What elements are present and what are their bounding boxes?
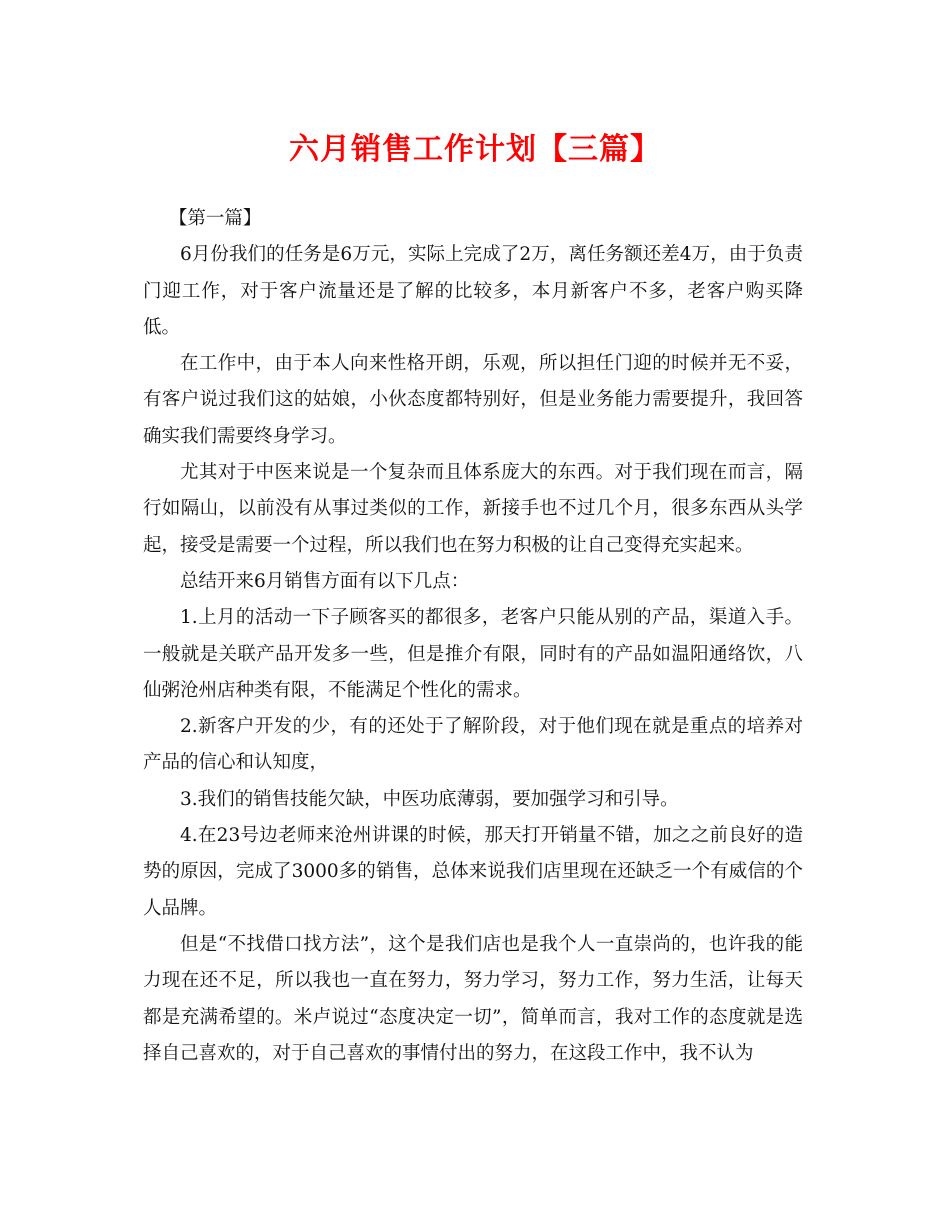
paragraph: 总结开来6月销售方面有以下几点：	[180, 570, 470, 592]
section-heading: 【第一篇】	[168, 208, 262, 229]
list-item-paragraph: 2.新客户开发的少，有的还处于了解阶段，对于他们现在就是重点的培养对产品的信心和认知度，	[143, 716, 803, 774]
list-item-paragraph: 4.在23号边老师来沧州讲课的时候，那天打开销量不错，加之之前良好的造势的原因，完成了3000多的销售，总体来说我们店里现在还缺乏一个有威信的个人品牌。	[143, 825, 803, 919]
document-title: 六月销售工作计划【三篇】	[289, 132, 661, 167]
paragraph: 在工作中，由于本人向来性格开朗，乐观，所以担任门迎的时候并无不妥，有客户说过我们这的姑娘，小伙态度都特别好，但是业务能力需要提升，我回答确实我们需要终身学习。	[143, 353, 803, 447]
document-body	[143, 201, 803, 1072]
paragraph: 6月份我们的任务是6万元，实际上完成了2万，离任务额还差4万，由于负责门迎工作，对于客户流量还是了解的比较多，本月新客户不多，老客户购买降低。	[143, 244, 803, 338]
list-item-paragraph: 3.我们的销售技能欠缺，中医功底薄弱，要加强学习和引导。	[180, 788, 679, 810]
list-item-paragraph: 1.上月的活动一下子顾客买的都很多，老客户只能从别的产品，渠道入手。一般就是关联产品开发多一些，但是推介有限，同时有的产品如温阳通络饮，八仙粥沧州店种类有限，不能满足个性化的需求。	[143, 607, 803, 701]
paragraph: 但是“不找借口找方法”，这个是我们店也是我个人一直崇尚的，也许我的能力现在还不足，所以我也一直在努力，努力学习，努力工作，努力生活，让每天都是充满希望的。米卢说过“态度决定一切”，简单而言，我对工作的态度就是选择自己喜欢的，对于自己喜欢的事情付出的努力，在这段工作中，我不认为	[143, 933, 803, 1064]
paragraph: 尤其对于中医来说是一个复杂而且体系庞大的东西。对于我们现在而言，隔行如隔山，以前没有从事过类似的工作，新接手也不过几个月，很多东西从头学起，接受是需要一个过程，所以我们也在努力积极的让自己变得充实起来。	[143, 462, 803, 556]
